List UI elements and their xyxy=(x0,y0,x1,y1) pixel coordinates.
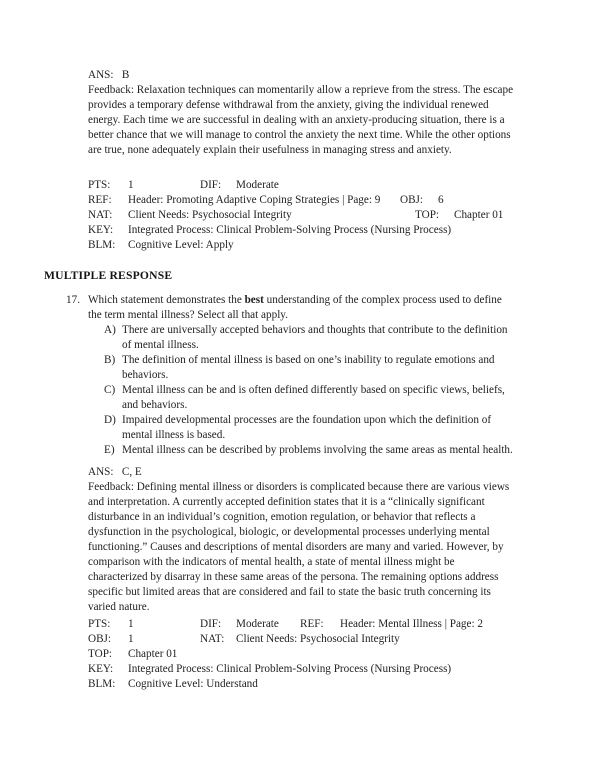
pts-label: PTS: xyxy=(88,618,111,630)
option-d-text: Impaired developmental processes are the foundation upon which the definition of mental illness is based. xyxy=(122,414,492,442)
blm-value: Cognitive Level: Understand xyxy=(128,678,258,691)
dif-label: DIF: xyxy=(200,179,222,191)
option-b-text: The definition of mental illness is based on one’s inability to regulate emotions and behaviors. xyxy=(122,354,495,382)
metadata-row-blm xyxy=(88,677,528,692)
blm-label: BLM: xyxy=(88,239,116,252)
metadata-row-obj xyxy=(88,632,528,647)
feedback-paragraph-2: Feedback: Defining mental illness or disorders is complicated because there are various views and interpretation. A currently accepted definition states that it is a “clinically significant disturbance in an individual’s cognition, emotion regulation, or behavior that reflects a dysfunction in the psychological, biologic, or developmental processes underlying mental functioning.” Causes and descriptions of mental disorders are many and varied. However, by comparison with the indicators of mental health, a state of mental illness might be characterized by disarray in these same areas of the persona. The remaining options address specific but limited areas that are considered and fail to state the basic truth concerning its varied nature. xyxy=(88,481,510,614)
option-d[interactable] xyxy=(104,413,518,443)
answer-line-1: ANS: B xyxy=(88,69,130,81)
pts-value: 1 xyxy=(128,179,134,191)
option-e-letter: E) xyxy=(104,444,115,457)
metadata-row-nat xyxy=(88,208,528,223)
metadata-row-top xyxy=(88,647,528,662)
option-d-letter: D) xyxy=(104,414,116,427)
metadata-block-2 xyxy=(88,617,528,692)
obj-label: OBJ: xyxy=(88,633,112,646)
option-e-text: Mental illness can be described by problems involving the same areas as mental health. xyxy=(122,444,513,457)
option-c-letter: C) xyxy=(104,384,116,397)
option-c[interactable] xyxy=(104,383,518,413)
key-label: KEY: xyxy=(88,663,114,676)
key-label: KEY: xyxy=(88,224,114,237)
metadata-row-pts xyxy=(88,178,528,193)
blm-label: BLM: xyxy=(88,678,116,691)
top-label: TOP: xyxy=(415,209,440,222)
feedback-paragraph-1: Feedback: Relaxation techniques can momentarily allow a reprieve from the stress. The escape provides a temporary defense withdrawal from the anxiety, giving the individual renewed energy. Each time we are successful in dealing with an anxiety-producing situation, there is a better chance that we will manage to control the anxiety the next time. While the other options are true, none adequately explain their usefulness in managing stress and anxiety. xyxy=(88,84,514,157)
obj-value: 6 xyxy=(438,194,444,207)
answer-options-list xyxy=(104,323,518,458)
nat-label: NAT: xyxy=(200,633,225,646)
key-value: Integrated Process: Clinical Problem-Solving Process (Nursing Process) xyxy=(128,663,452,676)
obj-label: OBJ: xyxy=(400,194,424,207)
dif-value: Moderate xyxy=(236,618,279,630)
question-stem-emphasis: best xyxy=(244,294,264,306)
pts-value: 1 xyxy=(128,618,134,630)
metadata-row-blm xyxy=(88,238,528,253)
option-c-text: Mental illness can be and is often defined differently based on specific views, beliefs, and behaviors. xyxy=(122,384,505,412)
question-17 xyxy=(66,293,518,323)
question-stem-part-1: Which statement demonstrates the xyxy=(88,294,245,306)
metadata-row-pts xyxy=(88,617,528,632)
top-value: Chapter 01 xyxy=(454,209,504,222)
option-a[interactable] xyxy=(104,323,518,353)
metadata-block-1 xyxy=(88,178,528,253)
key-value: Integrated Process: Clinical Problem-Solving Process (Nursing Process) xyxy=(128,224,452,237)
top-label: TOP: xyxy=(88,648,113,661)
metadata-row-key xyxy=(88,223,528,238)
top-value: Chapter 01 xyxy=(128,648,178,661)
nat-value: Client Needs: Psychosocial Integrity xyxy=(236,633,400,646)
dif-value: Moderate xyxy=(236,179,279,191)
dif-label: DIF: xyxy=(200,618,222,630)
ref-label: REF: xyxy=(300,618,324,630)
answer-block-2 xyxy=(88,465,516,615)
ref-value: Header: Promoting Adaptive Coping Strategies | Page: 9 xyxy=(128,194,381,207)
metadata-row-key xyxy=(88,662,528,677)
option-e[interactable] xyxy=(104,443,518,458)
question-stem xyxy=(88,293,518,323)
question-number: 17. xyxy=(66,294,80,306)
ref-value: Header: Mental Illness | Page: 2 xyxy=(340,618,483,630)
pts-label: PTS: xyxy=(88,179,111,191)
option-b[interactable] xyxy=(104,353,518,383)
option-b-letter: B) xyxy=(104,354,116,367)
metadata-row-ref xyxy=(88,193,528,208)
ref-label: REF: xyxy=(88,194,112,207)
option-a-text: There are universally accepted behaviors and thoughts that contribute to the definition of mental illness. xyxy=(122,324,508,352)
answer-line-2: ANS: C, E xyxy=(88,466,142,478)
question-stem-part-2: understanding of the complex process used to define the term mental illness? Select all that apply. xyxy=(88,294,502,322)
option-a-letter: A) xyxy=(104,324,116,336)
nat-value: Client Needs: Psychosocial Integrity xyxy=(128,209,292,222)
nat-label: NAT: xyxy=(88,209,113,222)
blm-value: Cognitive Level: Apply xyxy=(128,239,234,252)
obj-value: 1 xyxy=(128,633,134,646)
answer-block-1 xyxy=(88,68,516,158)
section-heading-multiple-response: MULTIPLE RESPONSE xyxy=(44,269,173,282)
